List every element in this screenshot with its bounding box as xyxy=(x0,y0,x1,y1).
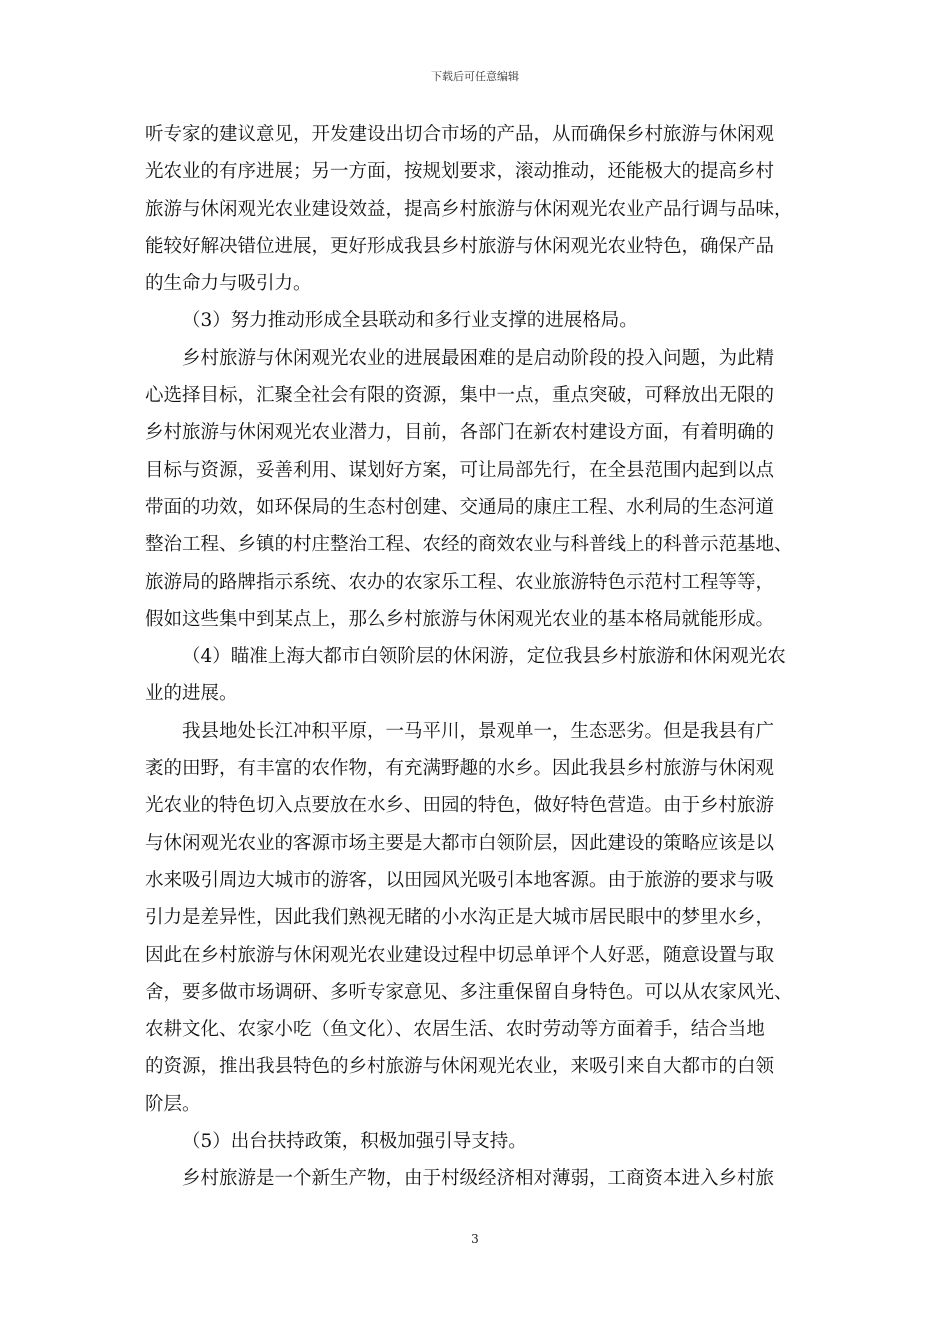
text-line: 乡村旅游与休闲观光农业的进展最困难的是启动阶段的投入问题，为此精 xyxy=(182,347,775,369)
text-line: 与休闲观光农业的客源市场主要是大都市白领阶层，因此建设的策略应该是以 xyxy=(145,832,775,854)
text-line: 光农业的有序进展；另一方面，按规划要求，滚动推动，还能极大的提高乡村 xyxy=(145,161,775,183)
text-line: 带面的功效，如环保局的生态村创建、交通局的康庄工程、水利局的生态河道 xyxy=(145,496,775,518)
text-line: （5）出台扶持政策，积极加强引导支持。 xyxy=(182,1131,527,1153)
text-line: 旅游局的路牌指示系统、农办的农家乐工程、农业旅游特色示范村工程等等， xyxy=(145,571,775,593)
text-line: 阶层。 xyxy=(145,1093,201,1115)
body-text xyxy=(145,116,807,1198)
text-line: 业的进展。 xyxy=(145,683,238,705)
text-line: 的资源，推出我县特色的乡村旅游与休闲观光农业，来吸引来自大都市的白领 xyxy=(145,1056,775,1078)
text-line: （4）瞄准上海大都市白领阶层的休闲游，定位我县乡村旅游和休闲观光农 xyxy=(182,646,786,668)
text-line: 假如这些集中到某点上，那么乡村旅游与休闲观光农业的基本格局就能形成。 xyxy=(145,608,775,630)
text-line: 听专家的建议意见，开发建设出切合市场的产品，从而确保乡村旅游与休闲观 xyxy=(145,124,775,145)
page-number: 3 xyxy=(471,1232,479,1246)
text-line: 的生命力与吸引力。 xyxy=(145,273,312,295)
text-line: 乡村旅游与休闲观光农业潜力，目前，各部门在新农村建设方面，有着明确的 xyxy=(145,422,775,444)
text-line: 因此在乡村旅游与休闲观光农业建设过程中切忌单评个人好恶，随意设置与取 xyxy=(145,944,775,966)
text-line: 我县地处长江冲积平原，一马平川，景观单一，生态恶劣。但是我县有广 xyxy=(182,720,775,742)
text-line: 心选择目标，汇聚全社会有限的资源，集中一点，重点突破，可释放出无限的 xyxy=(145,385,775,407)
page-header: 下载后可任意编辑 xyxy=(431,70,519,83)
text-line: 光农业的特色切入点要放在水乡、田园的特色，做好特色营造。由于乡村旅游 xyxy=(145,795,775,817)
text-line: 旅游与休闲观光农业建设效益，提高乡村旅游与休闲观光农业产品行调与品味， xyxy=(145,198,793,220)
text-line: 袤的田野，有丰富的农作物，有充满野趣的水乡。因此我县乡村旅游与休闲观 xyxy=(145,758,775,780)
text-line: 目标与资源，妥善利用、谋划好方案，可让局部先行，在全县范围内起到以点 xyxy=(145,459,775,481)
text-line: 乡村旅游是一个新生产物，由于村级经济相对薄弱，工商资本进入乡村旅 xyxy=(182,1168,775,1190)
text-line: 能较好解决错位进展，更好形成我县乡村旅游与休闲观光农业特色，确保产品 xyxy=(145,235,775,257)
text-line: （3）努力推动形成全县联动和多行业支撑的进展格局。 xyxy=(182,310,638,332)
text-line: 水来吸引周边大城市的游客，以田园风光吸引本地客源。由于旅游的要求与吸 xyxy=(145,869,775,891)
text-line: 引力是差异性，因此我们熟视无睹的小水沟正是大城市居民眼中的梦里水乡， xyxy=(145,907,775,929)
text-line: 舍，要多做市场调研、多听专家意见、多注重保留自身特色。可以从农家风光、 xyxy=(145,981,793,1003)
text-line: 农耕文化、农家小吃（鱼文化）、农居生活、农时劳动等方面着手，结合当地 xyxy=(145,1019,765,1041)
text-line: 整治工程、乡镇的村庄整治工程、农经的商效农业与科普线上的科普示范基地、 xyxy=(145,534,793,556)
